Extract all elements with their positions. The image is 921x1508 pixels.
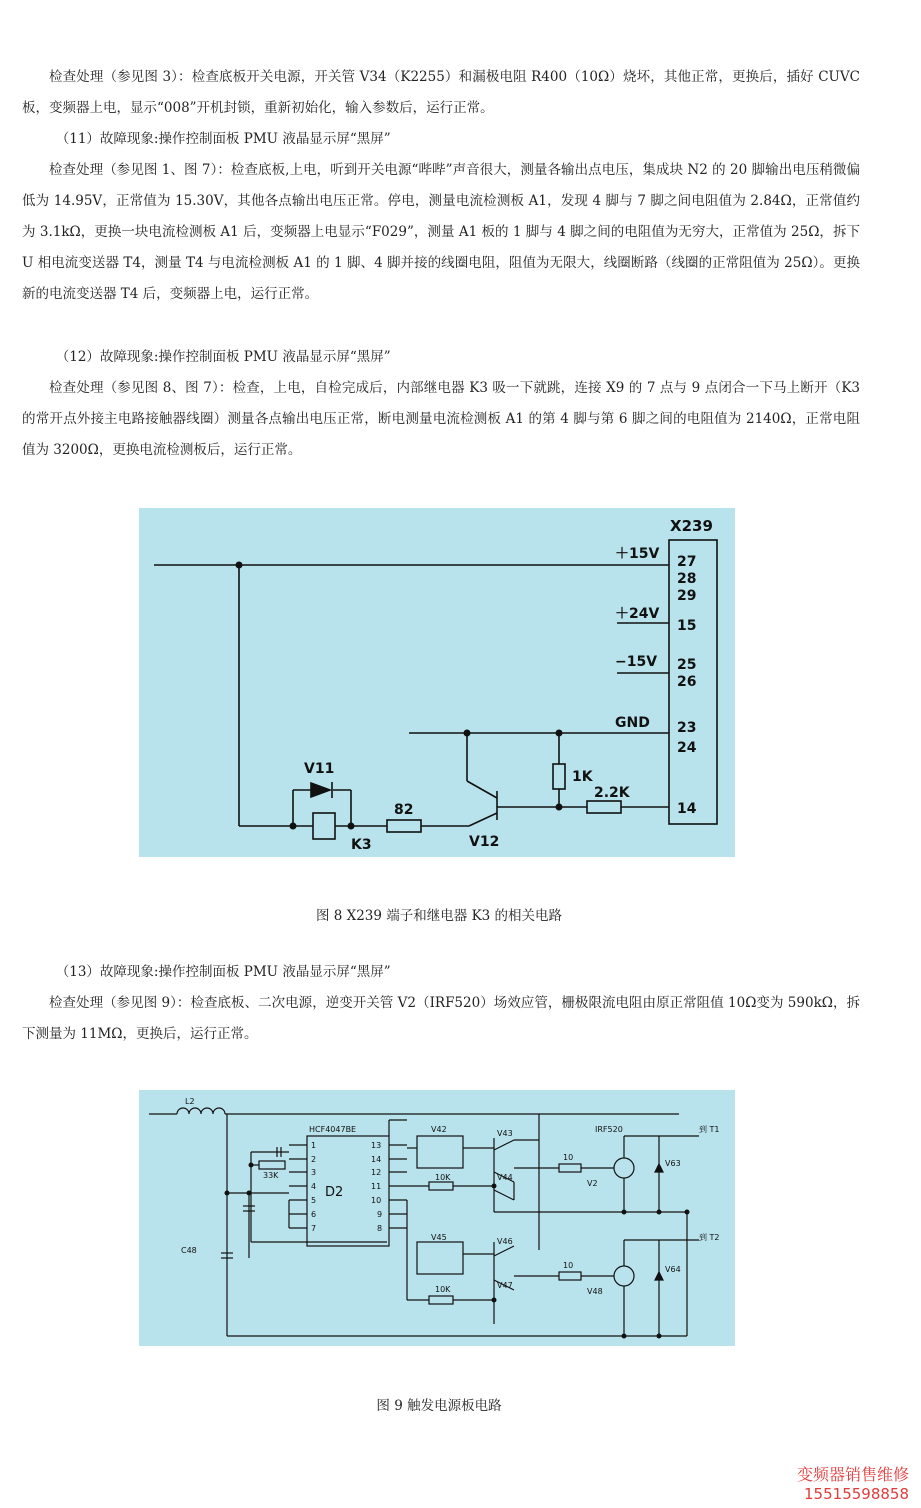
ic-pin-9: 9 bbox=[377, 1210, 383, 1219]
inductor-l2 bbox=[177, 1108, 225, 1114]
mosfet-v2 bbox=[614, 1158, 634, 1178]
label-v46: V46 bbox=[497, 1237, 513, 1246]
rail-plus24v: ＋24V bbox=[615, 606, 660, 622]
resistor-33k bbox=[259, 1161, 285, 1169]
figure-9-svg bbox=[139, 1090, 735, 1346]
diode-box-v42 bbox=[417, 1136, 463, 1168]
label-irf520: IRF520 bbox=[595, 1125, 623, 1134]
ic-pin-6: 6 bbox=[311, 1210, 317, 1219]
heading-fault-12: （12）故障现象:操作控制面板 PMU 液晶显示屏“黑屏” bbox=[55, 349, 391, 365]
ic-pin-2: 2 bbox=[311, 1155, 317, 1164]
label-10-top: 10 bbox=[563, 1153, 574, 1162]
pin-24: 24 bbox=[677, 740, 697, 756]
label-10k-top: 10K bbox=[435, 1173, 451, 1182]
label-to-t1: 到 T1 bbox=[699, 1125, 720, 1134]
label-v44: V44 bbox=[497, 1173, 513, 1182]
ic-pin-7: 7 bbox=[311, 1224, 317, 1233]
ic-pin-12: 12 bbox=[371, 1168, 382, 1177]
label-v12: V12 bbox=[469, 834, 500, 850]
label-33k: 33K bbox=[263, 1171, 279, 1180]
pin-25: 25 bbox=[677, 657, 697, 673]
diode-box-v45 bbox=[417, 1242, 463, 1274]
ic-pin-5: 5 bbox=[311, 1196, 317, 1205]
pin-26: 26 bbox=[677, 674, 697, 690]
ic-pin-3: 3 bbox=[311, 1168, 317, 1177]
watermark-phone: 15515598858 bbox=[804, 1485, 909, 1503]
ic-pin-8: 8 bbox=[377, 1224, 383, 1233]
heading-fault-11: （11）故障现象:操作控制面板 PMU 液晶显示屏“黑屏” bbox=[55, 131, 391, 147]
ic-pin-13: 13 bbox=[371, 1141, 382, 1150]
rail-plus15v: ＋15V bbox=[615, 546, 660, 562]
resistor-82 bbox=[387, 820, 421, 832]
label-2-2k: 2.2K bbox=[594, 785, 630, 801]
diode-v11 bbox=[311, 783, 330, 797]
watermark bbox=[797, 1462, 909, 1503]
figure-8-caption: 图 8 X239 端子和继电器 K3 的相关电路 bbox=[315, 908, 563, 924]
resistor-1k bbox=[553, 764, 565, 789]
ic-pin-11: 11 bbox=[371, 1182, 382, 1191]
diode-v64 bbox=[655, 1272, 663, 1280]
label-v48: V48 bbox=[587, 1287, 603, 1296]
x239-label: X239 bbox=[670, 517, 713, 535]
pin-28: 28 bbox=[677, 571, 697, 587]
label-v47: V47 bbox=[497, 1281, 513, 1290]
label-v42: V42 bbox=[431, 1125, 447, 1134]
relay-k3-coil bbox=[313, 813, 335, 839]
ic-pin-14: 14 bbox=[371, 1155, 382, 1164]
label-v45: V45 bbox=[431, 1233, 447, 1242]
label-l2: L2 bbox=[185, 1097, 195, 1106]
label-10k-bottom: 10K bbox=[435, 1285, 451, 1294]
rail-gnd: GND bbox=[615, 715, 650, 731]
label-to-t2: 到 T2 bbox=[699, 1233, 720, 1242]
label-10-bottom: 10 bbox=[563, 1261, 574, 1270]
watermark-title: 变频器销售维修 bbox=[796, 1465, 909, 1484]
pin-23: 23 bbox=[677, 720, 697, 736]
pin-27: 27 bbox=[677, 554, 697, 570]
figure-8-svg bbox=[139, 508, 735, 857]
rail-minus15v: −15V bbox=[615, 654, 658, 670]
paragraph-fig3: 检查处理（参见图 3）：检查底板开关电源，开关管 V34（K2255）和漏极电阻 R400（10Ω）烧坏，其他正常，更换后，插好 CUVC 板，变频器上电，显示“008”开机封锁，重新初始化，输入参数后，运行正常。 bbox=[22, 69, 860, 116]
label-v2: V2 bbox=[587, 1179, 598, 1188]
label-d2: D2 bbox=[325, 1185, 344, 1200]
diode-v63 bbox=[655, 1164, 663, 1172]
ic-pin-10: 10 bbox=[371, 1196, 382, 1205]
ic-pin-1: 1 bbox=[311, 1141, 317, 1150]
pin-29: 29 bbox=[677, 588, 697, 604]
label-c48: C48 bbox=[181, 1246, 197, 1255]
label-1k: 1K bbox=[572, 769, 593, 785]
figure-9-diagram bbox=[139, 1090, 735, 1346]
label-v11: V11 bbox=[304, 761, 335, 777]
ic-pin-4: 4 bbox=[311, 1182, 317, 1191]
label-v63: V63 bbox=[665, 1159, 681, 1168]
pin-14: 14 bbox=[677, 801, 697, 817]
label-v43: V43 bbox=[497, 1129, 513, 1138]
paragraph-fig1-fig7: 检查处理（参见图 1、图 7）：检查底板,上电，听到开关电源“哔哔”声音很大，测量各输出点电压，集成块 N2 的 20 脚输出电压稍微偏低为 14.95V，正常值为 15.30V，其他各点输出电压正常。停电，测量电流检测板 A1，发现 4 脚与 7 脚之间电阻值为 2.84Ω，正常值约为 3.1kΩ，更换一块电流检测板 A1 后，变频器上电显示“F029”，测量 A1 板的 1 脚与 4 脚之间的电阻值为无穷大，正常值为 25Ω，拆下 U 相电流变送器 T4，测量 T4 与电流检测板 A1 的 1 脚、4 脚并接的线圈电阻，阻值为无限大，线圈断路（线圈的正常阻值为 25Ω）。更换新的电流变送器 T4 后，变频器上电，运行正常。 bbox=[22, 162, 860, 302]
mosfet-v48 bbox=[614, 1266, 634, 1286]
figure-8-diagram bbox=[139, 508, 735, 857]
figure-9-caption: 图 9 触发电源板电路 bbox=[376, 1398, 502, 1414]
paragraph-fig9: 检查处理（参见图 9）：检查底板、二次电源，逆变开关管 V2（IRF520）场效应管，栅极限流电阻由原正常阻值 10Ω变为 590kΩ，拆下测量为 11MΩ，更换后，运行正常。 bbox=[22, 995, 860, 1042]
pin-15: 15 bbox=[677, 618, 697, 634]
heading-fault-13: （13）故障现象:操作控制面板 PMU 液晶显示屏“黑屏” bbox=[55, 964, 391, 980]
label-hcf4047be: HCF4047BE bbox=[309, 1125, 357, 1134]
resistor-2-2k bbox=[587, 801, 621, 813]
label-v64: V64 bbox=[665, 1265, 681, 1274]
label-k3: K3 bbox=[351, 837, 372, 853]
paragraph-fig8-fig7: 检查处理（参见图 8、图 7）：检查，上电，自检完成后，内部继电器 K3 吸一下就跳，连接 X9 的 7 点与 9 点闭合一下马上断开（K3 的常开点外接主电路接触器线圈）测量各点输出电压正常，断电测量电流检测板 A1 的第 4 脚与第 6 脚之间的电阻值为 2140Ω，正常电阻值为 3200Ω，更换电流检测板后，运行正常。 bbox=[22, 380, 860, 458]
label-82: 82 bbox=[394, 802, 414, 818]
